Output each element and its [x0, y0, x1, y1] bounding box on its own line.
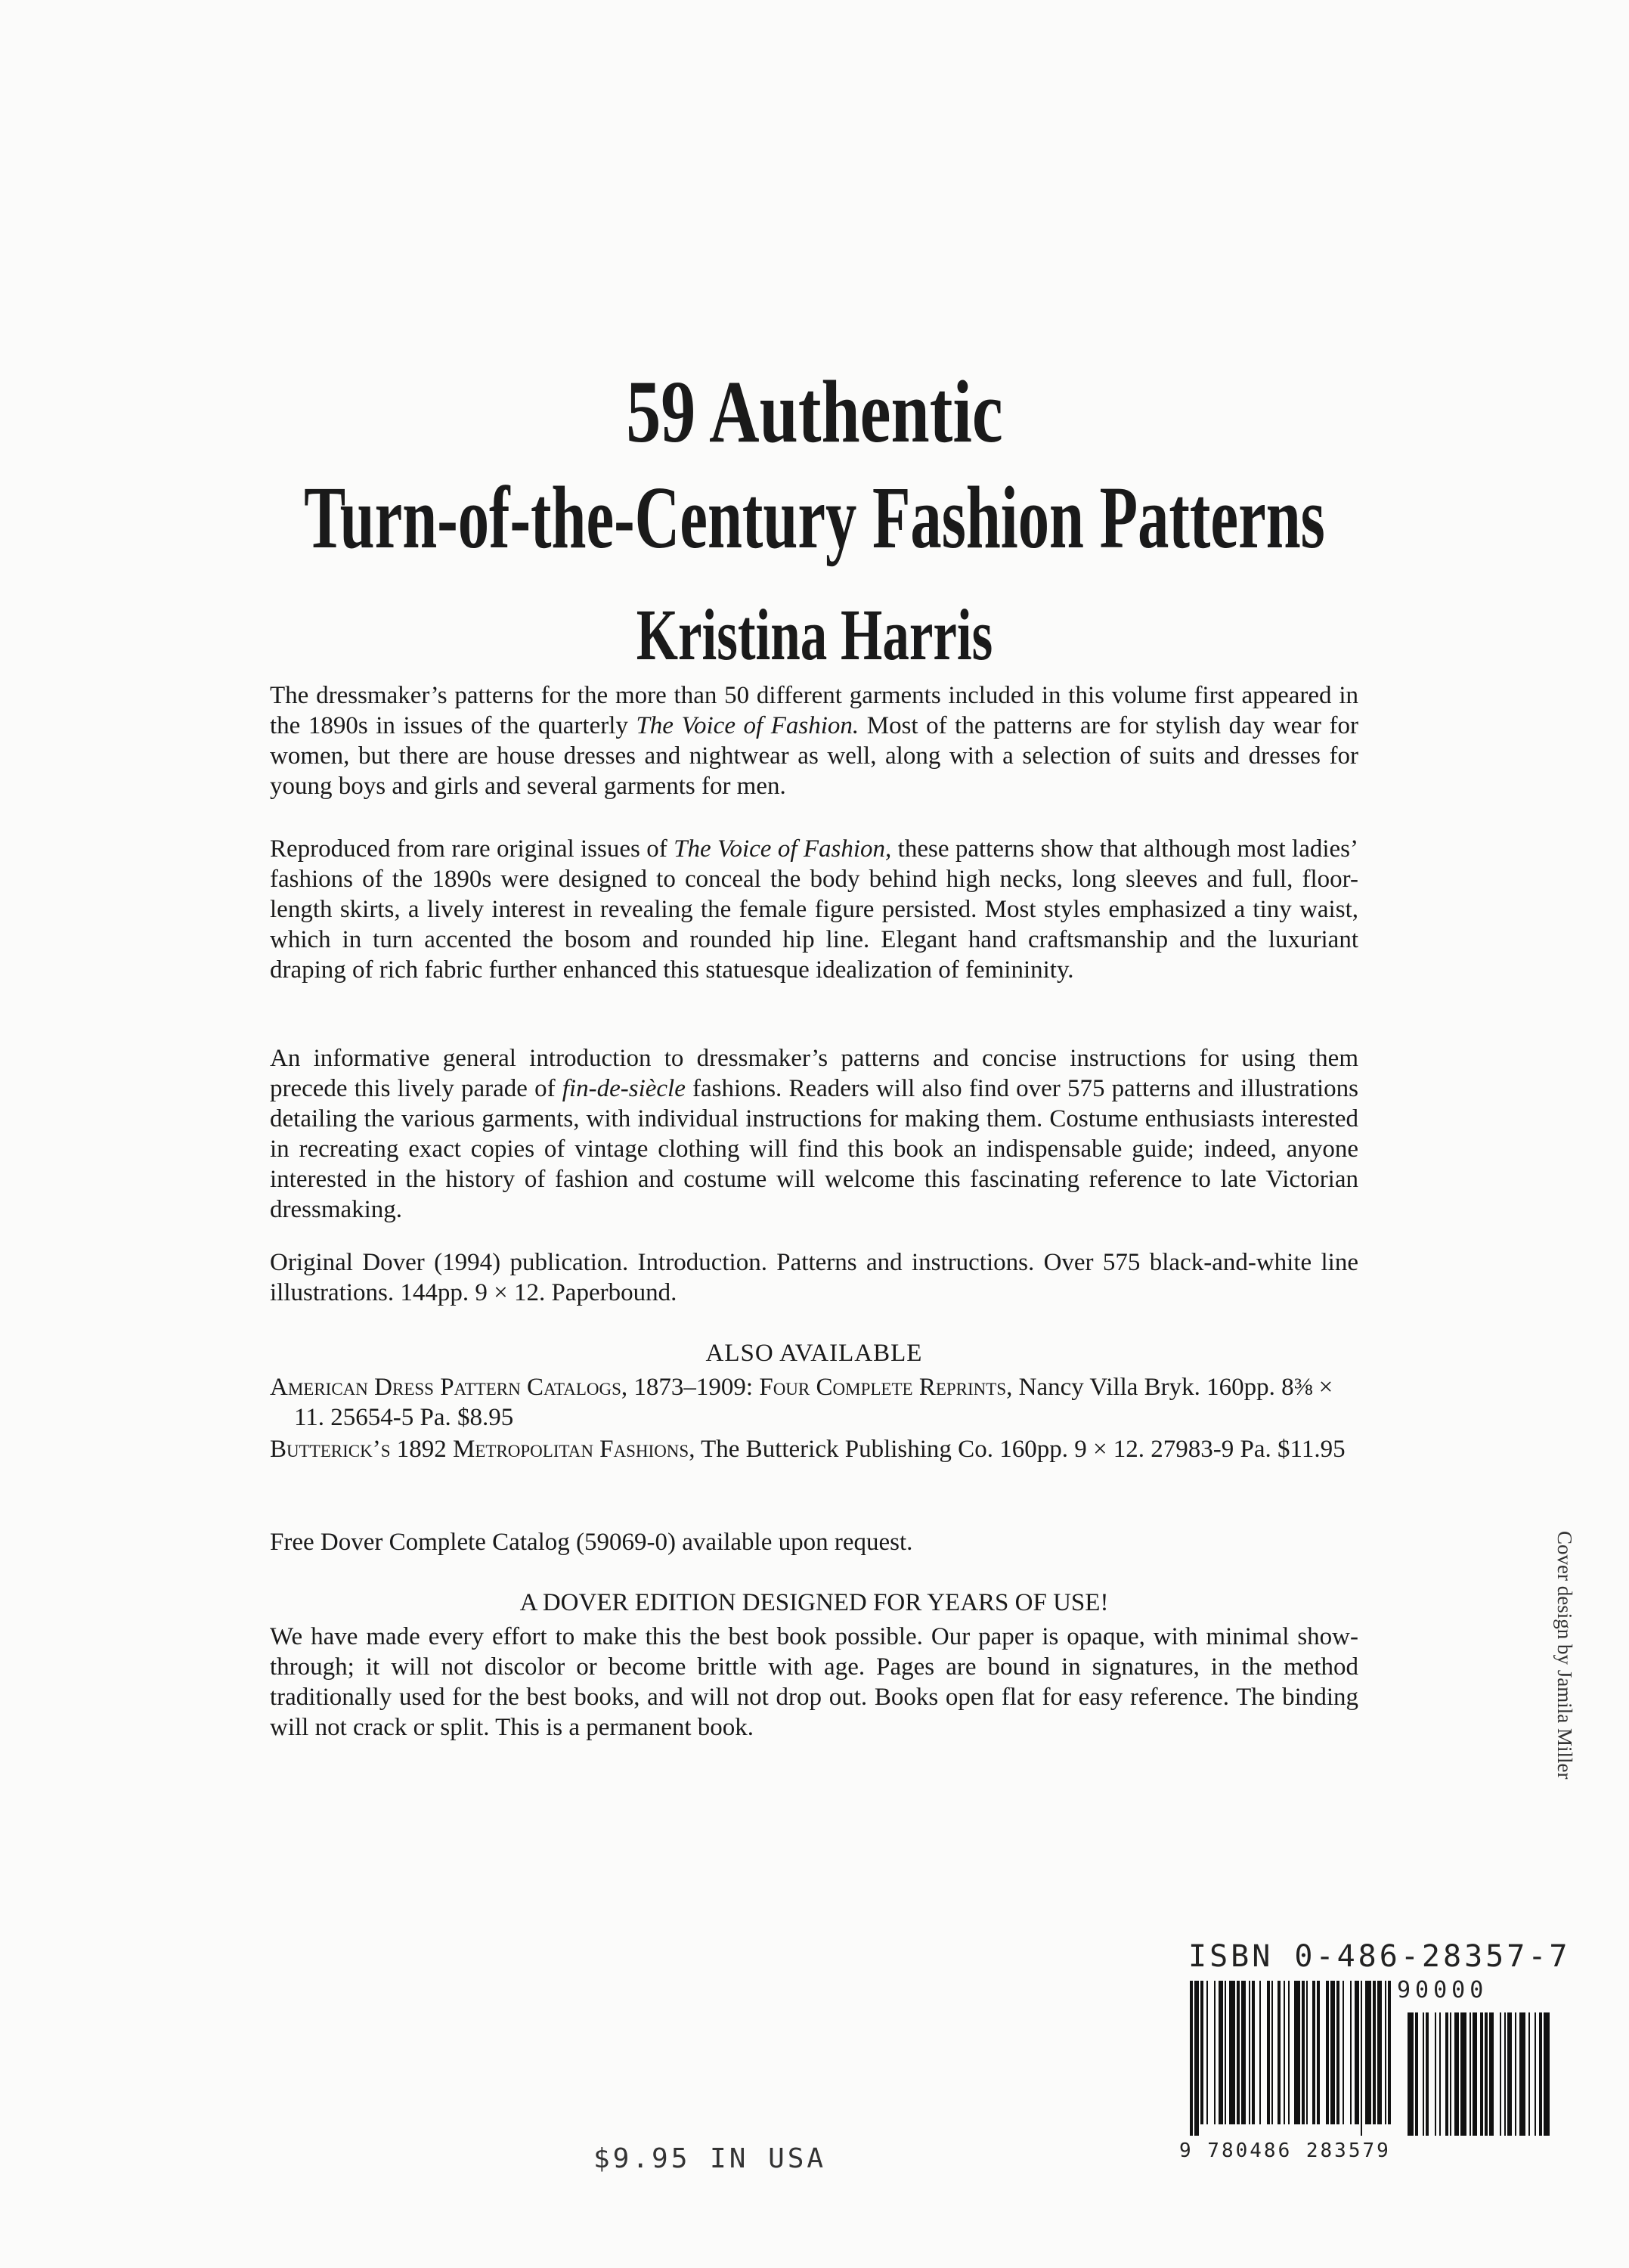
barcode-ean-digits: 9 780486 283579	[1179, 2139, 1391, 2162]
barcode-bar	[1219, 1981, 1223, 2124]
barcode-bar	[1350, 1981, 1352, 2124]
barcode-bar	[1288, 1981, 1290, 2124]
barcode-bar	[1302, 1981, 1305, 2124]
barcode-addon-bar	[1535, 2012, 1536, 2136]
barcode-addon-bar	[1544, 2012, 1550, 2136]
barcode-bar	[1306, 1981, 1308, 2124]
barcode-bar	[1237, 1981, 1240, 2124]
barcode-bar	[1365, 1981, 1371, 2124]
barcode-bar	[1336, 1981, 1339, 2124]
barcode-addon-bar	[1423, 2012, 1424, 2136]
book-title-line-2: Turn-of-the-Century Fashion Patterns	[304, 468, 1325, 567]
book-title-line-1: 59 Authentic	[626, 362, 1003, 461]
barcode-addon-bar	[1415, 2012, 1418, 2136]
description-paragraph-2: Reproduced from rare original issues of The Voice of Fashion, these patterns show that although most ladies’ fashions of the 1890s were designed to conceal the body behind high necks, long sleeves and full, floor-length skirts, a lively interest in revealing the female figure persisted. Most styles emphasized a tiny waist, which in turn accented the bosom and rounded hip line. Elegant hand craftsmanship and the luxuriant draping of rich fabric further enhanced this statuesque idealization of femininity.	[270, 835, 1358, 984]
barcode-addon-bar	[1435, 2012, 1436, 2136]
barcode-addon-bar	[1426, 2012, 1429, 2136]
barcode-bar	[1249, 1981, 1250, 2124]
catalog-note: Free Dover Complete Catalog (59069-0) available upon request.	[270, 1529, 913, 1556]
barcode-addon-bar	[1504, 2012, 1506, 2136]
barcode-addon-bar	[1480, 2012, 1483, 2136]
barcode-addon-bar	[1445, 2012, 1448, 2136]
barcode-bar	[1267, 1981, 1270, 2124]
barcode-addon-bar	[1519, 2012, 1525, 2136]
barcode-bar	[1214, 1981, 1216, 2124]
barcode-bar	[1200, 1981, 1203, 2124]
barcode-bar	[1312, 1981, 1315, 2124]
barcode-bar	[1206, 1981, 1208, 2124]
barcode-addon-bar	[1515, 2012, 1516, 2136]
barcode-bar	[1373, 1981, 1376, 2124]
barcode-bar	[1271, 1981, 1273, 2124]
barcode-bar	[1229, 1981, 1235, 2124]
barcode-bars	[1188, 1981, 1559, 2139]
barcode-addon-bar	[1460, 2012, 1466, 2136]
barcode	[1188, 1981, 1559, 2147]
barcode-addon-bar	[1485, 2012, 1488, 2136]
barcode-addon-digits: 90000	[1397, 1977, 1488, 2003]
description-paragraph-3: An informative general introduction to dressmaker’s patterns and concise instructions for using them precede this lively parade of fin-de-siècle fashions. Readers will also find over 575 patterns and illustrations detailing the various garments, with individual instructions for making them. Costume enthusiasts interested in recreating exact copies of vintage clothing will find this book an indispensable guide; indeed, anyone interested in the history of fashion and costume will welcome this fascinating reference to late Victorian dressmaking.	[270, 1045, 1358, 1223]
barcode-addon-bar	[1500, 2012, 1501, 2136]
barcode-addon-bar	[1408, 2012, 1414, 2136]
cover-design-credit: Cover design by Jamila Miller	[1553, 1531, 1576, 1780]
barcode-bar	[1252, 1981, 1255, 2124]
barcode-bar	[1361, 1981, 1362, 2136]
barcode-bar	[1326, 1981, 1329, 2124]
barcode-addon-bar	[1528, 2012, 1530, 2136]
barcode-addon-bar	[1454, 2012, 1459, 2136]
barcode-addon-bar	[1450, 2012, 1451, 2136]
barcode-addon-bar	[1539, 2012, 1542, 2136]
also-available-item: Butterick’s 1892 Metropolitan Fashions, The Butterick Publishing Co. 160pp. 9 × 12. 27983-9 Pa. $11.95	[270, 1436, 1346, 1463]
barcode-bar	[1377, 1981, 1382, 2124]
also-available-list	[270, 1372, 1358, 1466]
isbn-number: ISBN 0-486-28357-7	[1188, 1939, 1571, 1974]
barcode-bar	[1294, 1981, 1300, 2124]
dover-edition-heading: A DOVER EDITION DESIGNED FOR YEARS OF USE!	[519, 1589, 1109, 1616]
book-author: Kristina Harris	[636, 594, 993, 675]
barcode-addon-bar	[1473, 2012, 1477, 2136]
barcode-bar	[1194, 1981, 1199, 2136]
barcode-bar	[1277, 1981, 1281, 2124]
barcode-bar	[1385, 1981, 1386, 2124]
barcode-bar	[1225, 1981, 1226, 2124]
barcode-bar	[1259, 1981, 1261, 2124]
price-label: $9.95 IN USA	[593, 2143, 827, 2174]
barcode-addon-bar	[1507, 2012, 1512, 2136]
barcode-bar	[1355, 1981, 1359, 2124]
barcode-bar	[1284, 1981, 1285, 2124]
publication-details: Original Dover (1994) publication. Introduction. Patterns and instructions. Over 575 black-and-white line illustrations. 144pp. 9 × 12. Paperbound.	[270, 1249, 1358, 1306]
barcode-addon-bar	[1489, 2012, 1494, 2136]
barcode-bar	[1241, 1981, 1246, 2124]
barcode-bar	[1330, 1981, 1335, 2124]
barcode-bar	[1317, 1981, 1320, 2124]
barcode-bar	[1388, 1981, 1391, 2124]
barcode-bar	[1343, 1981, 1344, 2124]
also-available-item: American Dress Pattern Catalogs, 1873–1909: Four Complete Reprints, Nancy Villa Bryk. 160pp. 8⅜ × 11. 25654-5 Pa. $8.95	[270, 1374, 1333, 1431]
dover-edition-text: We have made every effort to make this the best book possible. Our paper is opaque, with minimal show-through; it will not discolor or become brittle with age. Pages are bound in signatures, in the method traditionally used for the best books, and will not drop out. Books open flat for easy reference. The binding will not crack or split. This is a permanent book.	[270, 1623, 1358, 1741]
also-available-heading: ALSO AVAILABLE	[705, 1340, 923, 1367]
barcode-addon-bar	[1439, 2012, 1441, 2136]
barcode-addon-bar	[1470, 2012, 1471, 2136]
description-paragraph-1: The dressmaker’s patterns for the more than 50 different garments included in this volume first appeared in the 1890s in issues of the quarterly The Voice of Fashion. Most of the patterns are for stylish day wear for women, but there are house dresses and nightwear as well, along with a selection of suits and dresses for young boys and girls and several garments for men.	[270, 682, 1358, 800]
barcode-bar	[1190, 1981, 1193, 2136]
